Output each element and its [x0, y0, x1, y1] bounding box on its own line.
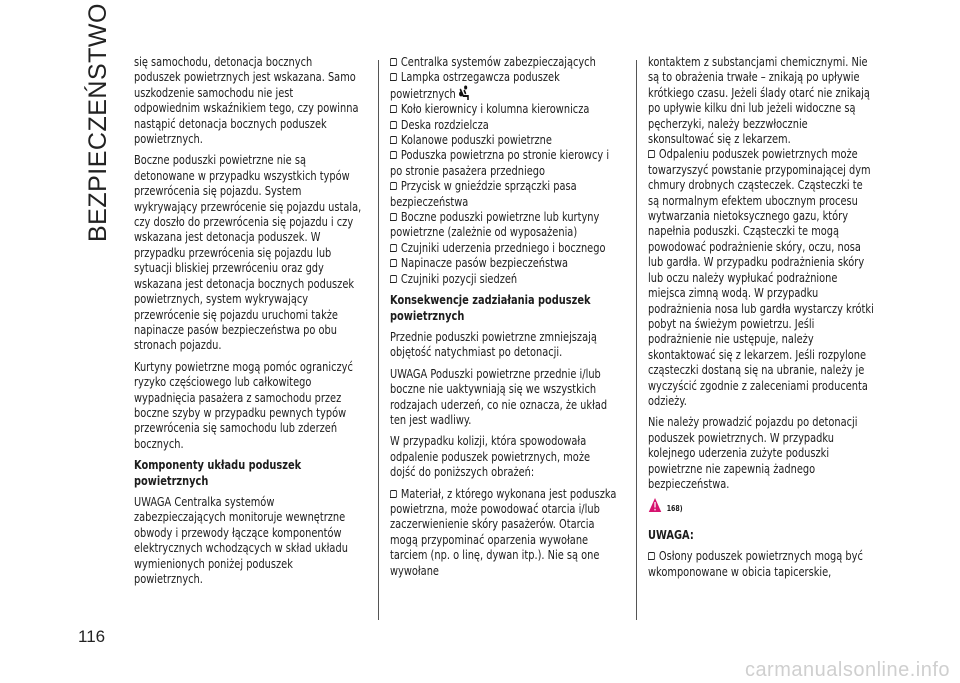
list-item: Materiał, z którego wykonana jest poduszka powietrzna, może powodować otarcia i/lub zaczerwienienie skóry pasażerów. Otarcia mogą przypominać oparzenia wywołane tarciem (np. o linę, dywan itp.). Nie są one wywołane [390, 485, 617, 578]
column-1 [134, 54, 362, 592]
list-item: Napinacze pasów bezpieczeństwa [390, 255, 618, 270]
paragraph: UWAGA Centralka systemów zabezpieczających monitoruje wewnętrzne obwody i przewody łączące komponentów elektrycznych wchodzących w skład układu wymienionych poniżej poduszek powietrznych. [134, 493, 348, 586]
section-title-text: BEZPIECZEŃSTWO [84, 3, 112, 242]
paragraph: kontaktem z substancjami chemicznymi. Nie są to obrażenia trwałe – znikają po upływie krótkiego czasu. Jeżeli ślady otarć nie znikają po upływie kilku dni lub jeżeli widoczne są pęcherzyki, należy bezzwłocznie skonsultować się z lekarzem. [648, 54, 870, 147]
bullet-icon [390, 213, 397, 221]
warning-triangle-icon [648, 497, 662, 513]
list-item: Czujniki uderzenia przedniego i bocznego [390, 240, 618, 255]
list-item: Centralka systemów zabezpieczających [390, 54, 618, 69]
list-item: Lampka ostrzegawcza poduszek powietrznych [390, 69, 560, 101]
list-item: Czujniki pozycji siedzeń [390, 271, 618, 286]
paragraph: W przypadku kolizji, która spowodowała odpalenie poduszek powietrznych, może dojść do poniższych obrażeń: [390, 433, 591, 480]
paragraph: się samochodu, detonacja bocznych poduszek powietrznych jest wskazana. Samo uszkodzenie samochodu nie jest odpowiednim wskaźnikiem tego, czy powinna nastąpić detonacja bocznych poduszek powietrznych. [134, 54, 359, 147]
warning-reference [648, 497, 876, 516]
bullet-icon [390, 58, 397, 66]
section-title-vertical [84, 3, 114, 242]
bullet-icon [648, 150, 655, 158]
page-number: 116 [78, 627, 106, 646]
section-heading: Komponenty układu poduszek powietrznych [134, 457, 302, 488]
column-2 [390, 54, 618, 578]
airbag-warning-icon [459, 85, 470, 101]
list-item: Przycisk w gnieździe sprzączki pasa bezpieczeństwa [390, 178, 577, 209]
column-divider [378, 60, 379, 620]
paragraph: Kurtyny powietrzne mogą pomóc ograniczyć ryzyko częściowego lub całkowitego wypadnięcia pasażera z samochodu przez boczne szyby w przypadku pewnych typów przewrócenia się samochodu lub zderzeń bocznych. [134, 358, 353, 451]
paragraph: Nie należy prowadzić pojazdu po detonacji poduszek powietrznych. W przypadku kolejnego uderzenia zużyte poduszki powietrzne nie zapewnią żadnego bezpieczeństwa. [648, 414, 858, 491]
list-item: Odpaleniu poduszek powietrznych może towarzyszyć powstanie przypominającej dym chmury drobnych cząsteczek. Cząsteczki te są normalnym efektem ubocznym procesu wytwarzania nietoksycznego gazu, który napełnia poduszki. Cząsteczki te mogą powodować podrażnienie skóry, oczu, nosa lub gardła. W przypadku podrażnienia skóry lub oczu należy wypłukać podrażnione miejsca zimną wodą. W przypadku podrażnienia nosa lub gardła wystarczy krótki pobyt na świeżym powietrzu. Jeśli podrażnienie nie ustępuje, należy skontaktować się z lekarzem. Jeśli rozpylone cząsteczki dostaną się na ubranie, należy je wyczyścić zgodnie z zaleceniami producenta odzieży. [648, 146, 874, 408]
list-item: Koło kierownicy i kolumna kierownicza [390, 101, 618, 116]
list-item: Kolanowe poduszki powietrzne [390, 132, 618, 147]
column-divider [636, 60, 637, 620]
bullet-icon [390, 121, 397, 129]
list-item: Osłony poduszek powietrznych mogą być wkomponowane w obicia tapicerskie, [648, 548, 863, 579]
note-heading: UWAGA: [648, 526, 694, 542]
bullet-icon [390, 151, 397, 159]
bullet-icon [390, 275, 397, 283]
bullet-icon [390, 490, 397, 498]
bullet-icon [390, 244, 397, 252]
bullet-icon [390, 105, 397, 113]
bullet-icon [390, 136, 397, 144]
list-item: Deska rozdzielcza [390, 117, 618, 132]
paragraph: Przednie poduszki powietrzne zmniejszają objętość natychmiast po detonacji. [390, 328, 597, 360]
bullet-icon [390, 182, 397, 190]
warning-ref-number: 168) [666, 504, 683, 514]
list-item: Boczne poduszki powietrzne lub kurtyny powietrzne (zależnie od wyposażenia) [390, 209, 600, 240]
paragraph: UWAGA Poduszki powietrzne przednie i/lub boczne nie uaktywniają się we wszystkich rodzajach uderzeń, co nie oznacza, że układ ten jest wadliwy. [390, 365, 608, 427]
bullet-icon [390, 73, 397, 81]
bullet-icon [648, 552, 655, 560]
watermark: carmanualsonline.info [744, 659, 950, 681]
list-item: Poduszka powietrzna po stronie kierowcy i po stronie pasażera przedniego [390, 147, 610, 178]
bullet-icon [390, 259, 397, 267]
section-heading: Konsekwencje zadziałania poduszek powietrznych [390, 292, 591, 323]
column-3 [648, 54, 876, 579]
paragraph: Boczne poduszki powietrzne nie są detonowane w przypadku wszystkich typów przewrócenia się pojazdu. System wykrywający przewrócenie się pojazdu ustala, czy doszło do przewrócenia się pojazdu i czy wskazana jest detonacja poduszek. W przypadku przewrócenia się pojazdu lub sytuacji bliskiej przewróceniu oraz gdy wskazana jest detonacja bocznych poduszek powietrznych, system wykrywający przewrócenie się pojazdu uruchomi także napinacze pasów bezpieczeństwa po obu stronach pojazdu. [134, 152, 362, 353]
